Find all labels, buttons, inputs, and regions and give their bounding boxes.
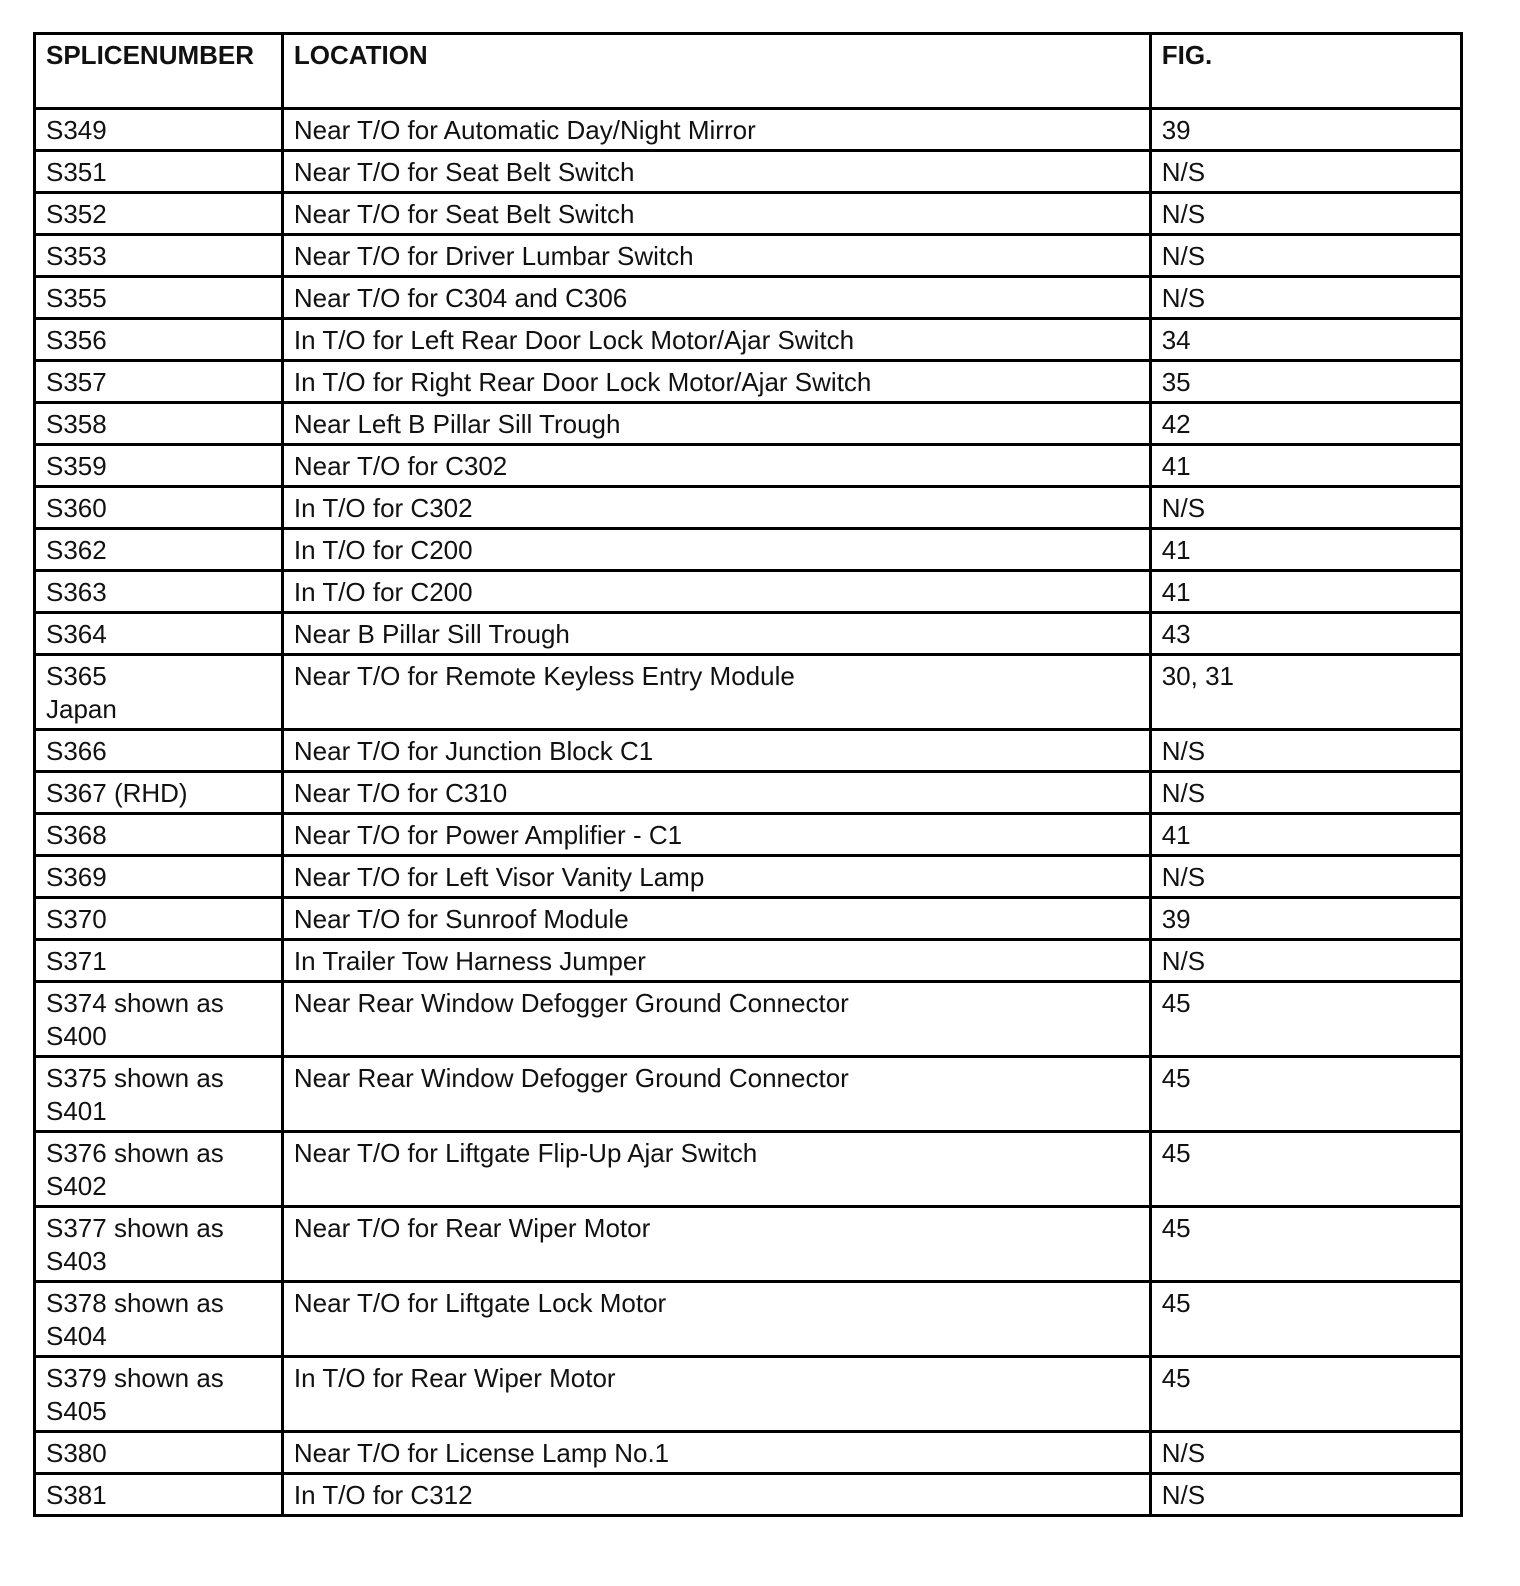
- table-body: [35, 109, 1462, 1516]
- cell-fig: [1150, 193, 1461, 235]
- table-row: [35, 571, 1462, 613]
- text-line: N/S: [1161, 157, 1206, 187]
- cell-fig: [1150, 403, 1461, 445]
- cell-splice-number: [35, 1282, 283, 1357]
- table-row: [35, 319, 1462, 361]
- text-line: 45: [1161, 1288, 1191, 1318]
- text-line: In T/O for C312: [293, 1480, 473, 1510]
- cell-location: [282, 1207, 1150, 1282]
- text-line: NUMBER: [139, 40, 255, 70]
- cell-splice-number: [35, 982, 283, 1057]
- cell-splice-number: [35, 277, 283, 319]
- table-row: [35, 982, 1462, 1057]
- cell-location: [282, 403, 1150, 445]
- table-row: [35, 151, 1462, 193]
- cell-location: [282, 1132, 1150, 1207]
- text-line: 41: [1161, 535, 1191, 565]
- text-line: S352: [46, 199, 107, 229]
- cell-splice-number: [35, 940, 283, 982]
- cell-fig: [1150, 319, 1461, 361]
- text-line: SPLICE: [46, 40, 140, 70]
- text-line: Near T/O for Sunroof Module: [293, 904, 629, 934]
- cell-splice-number: [35, 487, 283, 529]
- cell-location: [282, 445, 1150, 487]
- table-row: [35, 814, 1462, 856]
- cell-fig: [1150, 487, 1461, 529]
- text-line: In Trailer Tow Harness Jumper: [293, 946, 646, 976]
- text-line: Near T/O for Remote Keyless Entry Module: [293, 661, 795, 691]
- table-row: [35, 613, 1462, 655]
- text-line: Near T/O for C302: [293, 451, 508, 481]
- text-line: S353: [46, 241, 107, 271]
- cell-location: [282, 277, 1150, 319]
- cell-location: [282, 109, 1150, 151]
- table-row: [35, 487, 1462, 529]
- text-line: Near T/O for Seat Belt Switch: [293, 157, 635, 187]
- text-line: Near T/O for Power Amplifier - C1: [293, 820, 683, 850]
- text-line: S368: [46, 820, 107, 850]
- text-line: 41: [1161, 451, 1191, 481]
- text-line: Near Rear Window Defogger Ground Connector: [293, 1063, 849, 1093]
- cell-fig: [1150, 361, 1461, 403]
- cell-fig: [1150, 235, 1461, 277]
- cell-location: [282, 613, 1150, 655]
- cell-splice-number: [35, 193, 283, 235]
- cell-location: [282, 730, 1150, 772]
- text-line: S377 shown as: [46, 1213, 224, 1243]
- cell-location: [282, 898, 1150, 940]
- table-row: [35, 361, 1462, 403]
- cell-fig: [1150, 730, 1461, 772]
- cell-splice-number: [35, 772, 283, 814]
- text-line: 45: [1161, 1063, 1191, 1093]
- cell-location: [282, 1432, 1150, 1474]
- text-line: In T/O for C302: [293, 493, 473, 523]
- text-line: S365: [46, 661, 107, 691]
- cell-location: [282, 319, 1150, 361]
- text-line: 45: [1161, 988, 1191, 1018]
- text-line: In T/O for C200: [293, 535, 473, 565]
- cell-fig: [1150, 772, 1461, 814]
- cell-fig: [1150, 109, 1461, 151]
- text-line: N/S: [1161, 946, 1206, 976]
- table-row: [35, 445, 1462, 487]
- text-line: S359: [46, 451, 107, 481]
- table-row: [35, 109, 1462, 151]
- table-row: [35, 898, 1462, 940]
- text-line: 41: [1161, 577, 1191, 607]
- text-line: In T/O for Left Rear Door Lock Motor/Ajar Switch: [293, 325, 855, 355]
- text-line: Near T/O for License Lamp No.1: [293, 1438, 670, 1468]
- text-line: S403: [46, 1246, 107, 1276]
- cell-splice-number: [35, 1357, 283, 1432]
- table-row: [35, 730, 1462, 772]
- text-line: Near T/O for C310: [293, 778, 508, 808]
- text-line: S363: [46, 577, 107, 607]
- cell-fig: [1150, 940, 1461, 982]
- table-row: [35, 235, 1462, 277]
- table-row: [35, 1132, 1462, 1207]
- text-line: S369: [46, 862, 107, 892]
- cell-location: [282, 1474, 1150, 1516]
- cell-location: [282, 982, 1150, 1057]
- cell-splice-number: [35, 445, 283, 487]
- cell-fig: [1150, 445, 1461, 487]
- header-row: [35, 34, 1462, 109]
- cell-location: [282, 235, 1150, 277]
- cell-location: [282, 1282, 1150, 1357]
- cell-splice-number: [35, 1057, 283, 1132]
- splice-table: [33, 32, 1463, 1517]
- text-line: S402: [46, 1171, 107, 1201]
- text-line: S375 shown as: [46, 1063, 224, 1093]
- cell-location: [282, 151, 1150, 193]
- cell-splice-number: [35, 1474, 283, 1516]
- text-line: 45: [1161, 1138, 1191, 1168]
- cell-splice-number: [35, 613, 283, 655]
- cell-splice-number: [35, 814, 283, 856]
- cell-fig: [1150, 613, 1461, 655]
- cell-location: [282, 772, 1150, 814]
- text-line: S360: [46, 493, 107, 523]
- text-line: In T/O for C200: [293, 577, 473, 607]
- cell-fig: [1150, 898, 1461, 940]
- cell-location: [282, 1057, 1150, 1132]
- text-line: S380: [46, 1438, 107, 1468]
- text-line: N/S: [1161, 1480, 1206, 1510]
- cell-splice-number: [35, 529, 283, 571]
- cell-fig: [1150, 1207, 1461, 1282]
- text-line: Near T/O for Automatic Day/Night Mirror: [293, 115, 756, 145]
- text-line: N/S: [1161, 493, 1206, 523]
- cell-location: [282, 361, 1150, 403]
- text-line: S400: [46, 1021, 107, 1051]
- text-line: Japan: [46, 694, 117, 724]
- cell-location: [282, 529, 1150, 571]
- text-line: S349: [46, 115, 107, 145]
- cell-splice-number: [35, 1207, 283, 1282]
- cell-location: [282, 814, 1150, 856]
- text-line: S381: [46, 1480, 107, 1510]
- cell-location: [282, 856, 1150, 898]
- text-line: Near T/O for Left Visor Vanity Lamp: [293, 862, 705, 892]
- text-line: S376 shown as: [46, 1138, 224, 1168]
- text-line: Near Rear Window Defogger Ground Connector: [293, 988, 849, 1018]
- table-row: [35, 1432, 1462, 1474]
- cell-splice-number: [35, 1132, 283, 1207]
- cell-fig: [1150, 1432, 1461, 1474]
- text-line: In T/O for Rear Wiper Motor: [293, 1363, 616, 1393]
- header-location: [282, 34, 1150, 109]
- cell-splice-number: [35, 319, 283, 361]
- text-line: S366: [46, 736, 107, 766]
- cell-splice-number: [35, 730, 283, 772]
- text-line: S378 shown as: [46, 1288, 224, 1318]
- text-line: 39: [1161, 115, 1191, 145]
- text-line: Near B Pillar Sill Trough: [293, 619, 570, 649]
- table-row: [35, 1282, 1462, 1357]
- text-line: N/S: [1161, 241, 1206, 271]
- text-line: S356: [46, 325, 107, 355]
- text-line: S364: [46, 619, 107, 649]
- text-line: N/S: [1161, 199, 1206, 229]
- text-line: Near T/O for Liftgate Lock Motor: [293, 1288, 667, 1318]
- text-line: Near Left B Pillar Sill Trough: [293, 409, 621, 439]
- text-line: 39: [1161, 904, 1191, 934]
- table-row: [35, 655, 1462, 730]
- text-line: N/S: [1161, 862, 1206, 892]
- text-line: 41: [1161, 820, 1191, 850]
- text-line: 34: [1161, 325, 1191, 355]
- text-line: FIG.: [1161, 40, 1213, 70]
- table-row: [35, 277, 1462, 319]
- text-line: S371: [46, 946, 107, 976]
- text-line: Near T/O for Seat Belt Switch: [293, 199, 635, 229]
- text-line: S358: [46, 409, 107, 439]
- text-line: S370: [46, 904, 107, 934]
- cell-splice-number: [35, 109, 283, 151]
- cell-fig: [1150, 571, 1461, 613]
- cell-fig: [1150, 1357, 1461, 1432]
- text-line: S404: [46, 1321, 107, 1351]
- table-row: [35, 1207, 1462, 1282]
- text-line: Near T/O for Rear Wiper Motor: [293, 1213, 651, 1243]
- text-line: S374 shown as: [46, 988, 224, 1018]
- cell-fig: [1150, 277, 1461, 319]
- text-line: N/S: [1161, 283, 1206, 313]
- text-line: 45: [1161, 1213, 1191, 1243]
- text-line: Near T/O for Liftgate Flip-Up Ajar Switch: [293, 1138, 758, 1168]
- text-line: N/S: [1161, 778, 1206, 808]
- header-fig: [1150, 34, 1461, 109]
- cell-location: [282, 487, 1150, 529]
- cell-fig: [1150, 1057, 1461, 1132]
- table-row: [35, 1057, 1462, 1132]
- text-line: N/S: [1161, 1438, 1206, 1468]
- cell-splice-number: [35, 1432, 283, 1474]
- text-line: Near T/O for Driver Lumbar Switch: [293, 241, 694, 271]
- text-line: 35: [1161, 367, 1191, 397]
- table-row: [35, 940, 1462, 982]
- text-line: 45: [1161, 1363, 1191, 1393]
- table-row: [35, 772, 1462, 814]
- cell-fig: [1150, 856, 1461, 898]
- cell-fig: [1150, 1282, 1461, 1357]
- text-line: S362: [46, 535, 107, 565]
- cell-fig: [1150, 814, 1461, 856]
- text-line: S355: [46, 283, 107, 313]
- cell-fig: [1150, 1132, 1461, 1207]
- text-line: N/S: [1161, 736, 1206, 766]
- table-row: [35, 1357, 1462, 1432]
- header-splice-number: [35, 34, 283, 109]
- cell-splice-number: [35, 235, 283, 277]
- text-line: Near T/O for Junction Block C1: [293, 736, 654, 766]
- cell-fig: [1150, 982, 1461, 1057]
- cell-fig: [1150, 1474, 1461, 1516]
- cell-fig: [1150, 529, 1461, 571]
- cell-splice-number: [35, 403, 283, 445]
- cell-location: [282, 571, 1150, 613]
- table-row: [35, 193, 1462, 235]
- text-line: 42: [1161, 409, 1191, 439]
- cell-location: [282, 655, 1150, 730]
- cell-splice-number: [35, 856, 283, 898]
- text-line: S401: [46, 1096, 107, 1126]
- text-line: Near T/O for C304 and C306: [293, 283, 628, 313]
- table-row: [35, 1474, 1462, 1516]
- text-line: S367 (RHD): [46, 778, 188, 808]
- text-line: In T/O for Right Rear Door Lock Motor/Ajar Switch: [293, 367, 872, 397]
- cell-splice-number: [35, 151, 283, 193]
- cell-location: [282, 940, 1150, 982]
- text-line: S405: [46, 1396, 107, 1426]
- text-line: 43: [1161, 619, 1191, 649]
- cell-splice-number: [35, 898, 283, 940]
- cell-location: [282, 193, 1150, 235]
- text-line: S357: [46, 367, 107, 397]
- cell-splice-number: [35, 655, 283, 730]
- cell-splice-number: [35, 571, 283, 613]
- text-line: S379 shown as: [46, 1363, 224, 1393]
- cell-fig: [1150, 655, 1461, 730]
- text-line: 30, 31: [1161, 661, 1235, 691]
- table-row: [35, 403, 1462, 445]
- cell-fig: [1150, 151, 1461, 193]
- cell-location: [282, 1357, 1150, 1432]
- table-row: [35, 856, 1462, 898]
- cell-splice-number: [35, 361, 283, 403]
- table-row: [35, 529, 1462, 571]
- text-line: LOCATION: [293, 40, 428, 70]
- text-line: S351: [46, 157, 107, 187]
